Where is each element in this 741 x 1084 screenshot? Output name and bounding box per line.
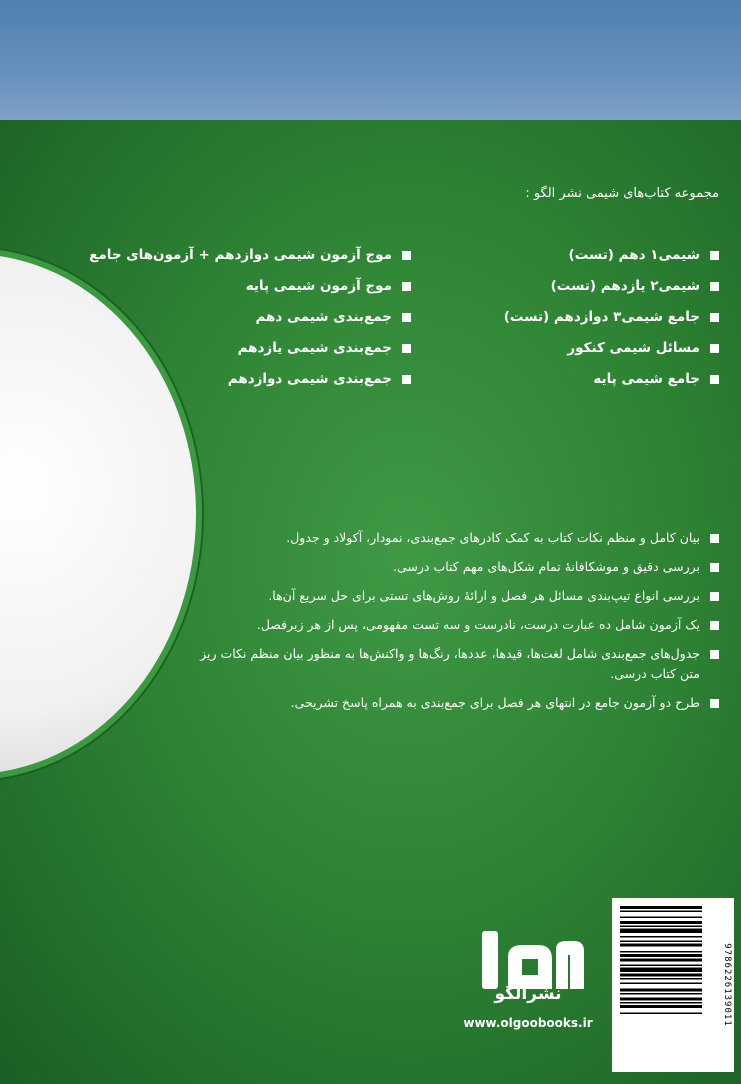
barcode-bar [620,974,702,977]
feature-item: جدول‌های جمع‌بندی شامل لغت‌ها، قیدها، عددها، رنگ‌ها و واکنش‌ها به منظور بیان منظم نکات ریز متن کتاب درسی. [199,644,719,684]
barcode-bar [620,1005,702,1008]
barcode-bar [620,968,702,973]
barcode-bar [620,941,702,943]
bullet-square-icon [710,592,719,601]
barcode-bar [620,965,702,967]
bullet-square-icon [402,344,411,353]
top-blue-band [0,0,741,120]
book-item: جمع‌بندی شیمی دوازدهم [81,364,411,395]
barcode-bar [620,944,702,947]
barcode-bar [620,954,702,957]
barcode-bar [620,936,702,938]
barcode-bar [620,978,702,980]
book-item: شیمی۱ دهم (تست) [419,240,719,271]
feature-item: بیان کامل و منظم نکات کتاب به کمک کادرهای جمع‌بندی، نمودار، آکولاد و جدول. [199,528,719,548]
bullet-square-icon [710,313,719,322]
book-list-left [81,240,411,395]
barcode-bar [620,951,702,953]
barcode-bar [620,1013,702,1015]
series-title: مجموعه کتاب‌های شیمی نشر الگو : [525,186,719,201]
bullet-square-icon [402,375,411,384]
barcode-bar [620,921,702,924]
barcode-bar [620,917,702,919]
barcode-bar [620,911,702,913]
bullet-square-icon [710,650,719,659]
feature-item: بررسی انواع تیپ‌بندی مسائل هر فصل و ارائهٔ روش‌های تستی برای حل سریع آن‌ها. [199,586,719,606]
barcode-bar [620,993,702,995]
book-item: موج آزمون شیمی دوازدهم + آزمون‌های جامع [81,240,411,271]
barcode-bar [620,906,702,909]
bullet-square-icon [710,344,719,353]
book-item: شیمی۲ یازدهم (تست) [419,271,719,302]
bullet-square-icon [710,251,719,260]
bullet-square-icon [402,313,411,322]
bullet-square-icon [710,534,719,543]
bullet-square-icon [710,282,719,291]
feature-item: بررسی دقیق و موشکافانهٔ تمام شکل‌های مهم کتاب درسی. [199,557,719,577]
book-list-right [419,240,719,395]
publisher-name: نشرالگو [494,984,562,1004]
book-item: جامع شیمی۳ دوازدهم (تست) [419,302,719,333]
feature-item: طرح دو آزمون جامع در انتهای هر فصل برای جمع‌بندی به همراه پاسخ تشریحی. [199,693,719,713]
book-item: موج آزمون شیمی پایه [81,271,411,302]
barcode-bar [620,929,702,934]
barcode-bar [620,983,702,985]
olgoo-logo-icon [468,912,588,1022]
barcode-bar [620,926,702,928]
feature-list [199,528,719,722]
book-item: جامع شیمی پایه [419,364,719,395]
barcode [612,898,734,1072]
feature-item: یک آزمون شامل ده عبارت درست، نادرست و سه تست مفهومی، پس از هر زیرفصل. [199,615,719,635]
barcode-bar [620,1002,702,1004]
bullet-square-icon [710,699,719,708]
bullet-square-icon [710,563,719,572]
barcode-bar [620,989,702,992]
barcode-bar [620,998,702,1001]
book-item: مسائل شیمی کنکور [419,333,719,364]
barcode-bars [614,900,718,1066]
bullet-square-icon [710,621,719,630]
barcode-bar [620,959,702,962]
bullet-square-icon [402,282,411,291]
website-url: www.olgoobooks.ir [463,1016,593,1030]
book-item: جمع‌بندی شیمی دهم [81,302,411,333]
bullet-square-icon [710,375,719,384]
bullet-square-icon [402,251,411,260]
barcode-number: 9786226139011 [722,943,732,1027]
book-item: جمع‌بندی شیمی یازدهم [81,333,411,364]
